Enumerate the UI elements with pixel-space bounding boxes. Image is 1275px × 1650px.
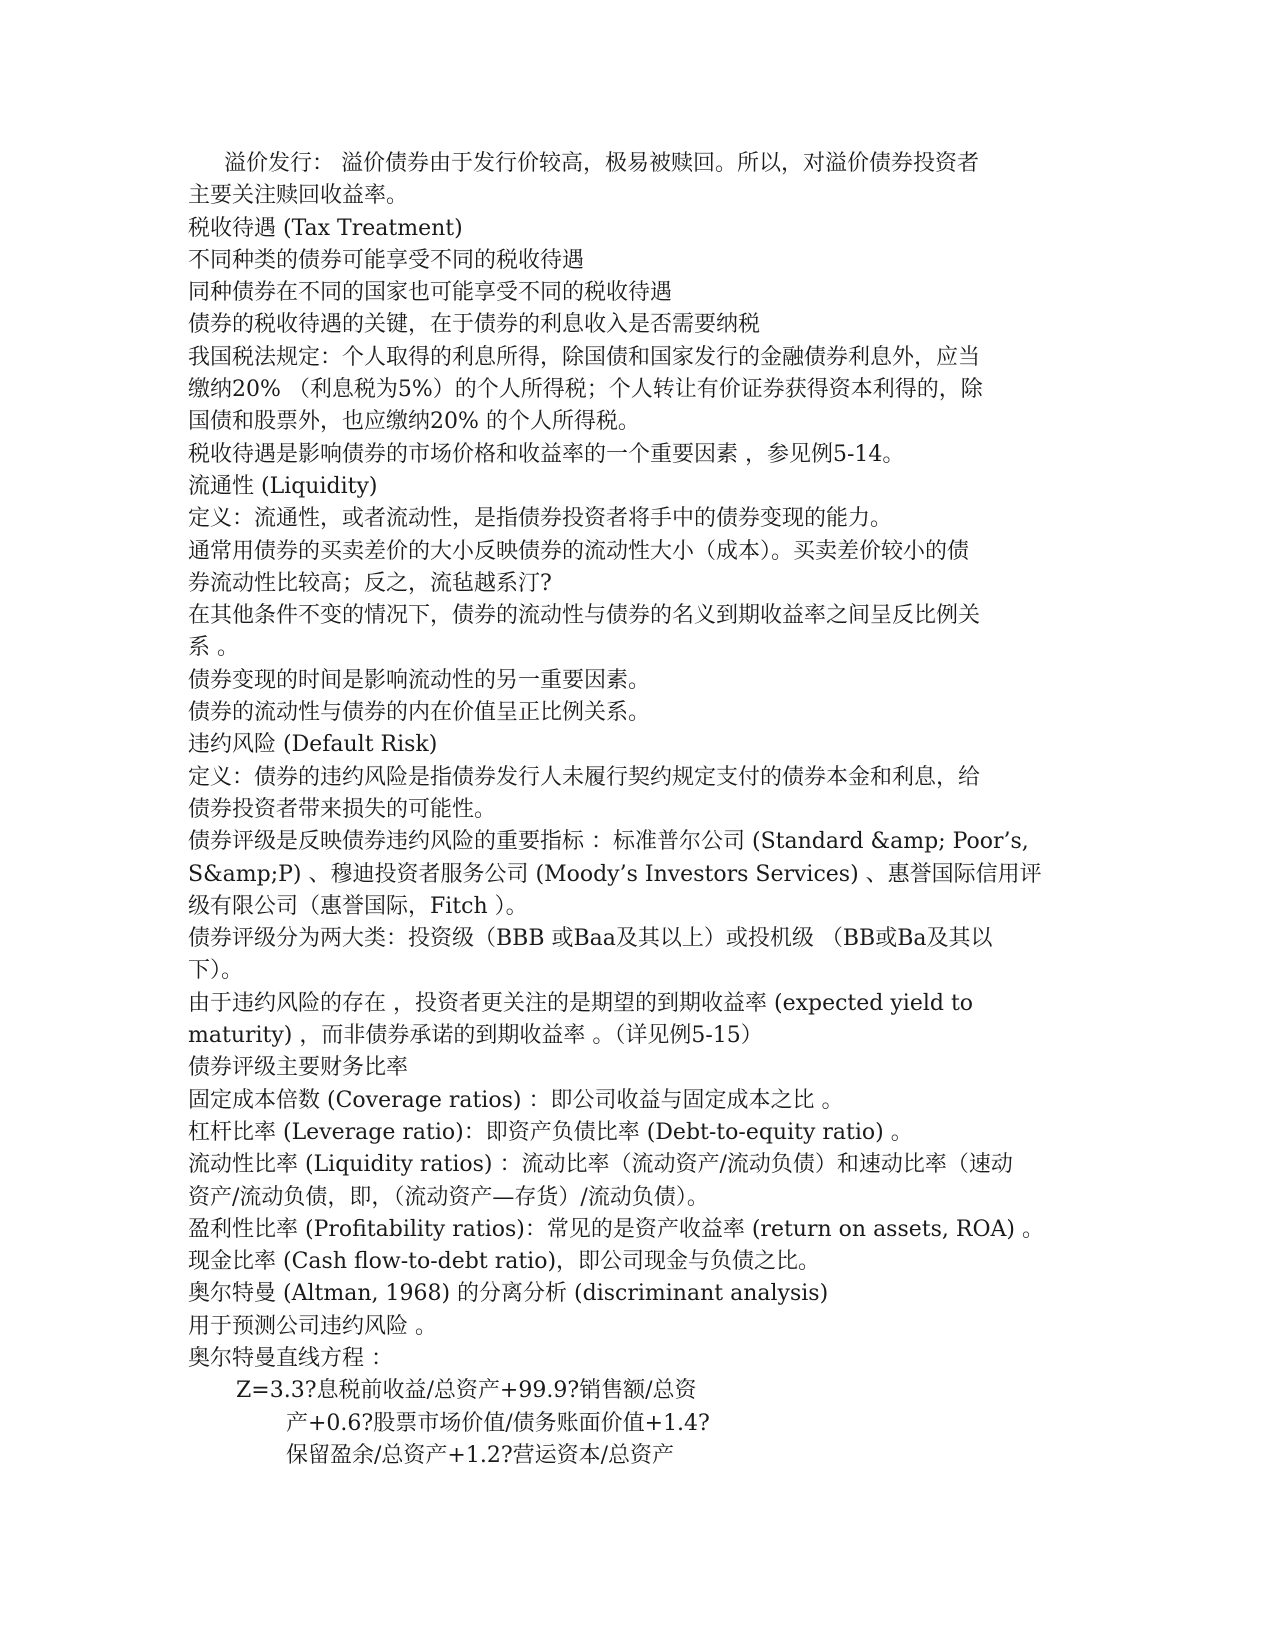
paragraph-line: 券流动性比较高；反之，流毡越系汀? (188, 570, 552, 596)
paragraph-line: 用于预测公司违约风险 。 (188, 1313, 437, 1339)
paragraph-line: 定义：债券的违约风险是指债券发行人未履行契约规定支付的债券本金和利息，给 (188, 764, 981, 790)
paragraph-line: 债券的税收待遇的关键，在于债券的利息收入是否需要纳税 (188, 312, 761, 338)
paragraph-line: 流动性比率 (Liquidity ratios) ：流动比率（流动资产/流动负债）和速动比率（速动 (188, 1152, 1013, 1178)
paragraph-line: 资产/流动负债，即，（流动资产—存货）/流动负债）。 (188, 1184, 709, 1210)
paragraph-line: 盈利性比率 (Profitability ratios)：常见的是资产收益率 (return on assets, ROA) 。 (188, 1216, 1044, 1242)
paragraph-line: 债券投资者带来损失的可能性。 (188, 796, 497, 822)
paragraph-line: 国债和股票外，也应缴纳20% 的个人所得税。 (188, 409, 640, 435)
formula-line: Z=3.3?息税前收益/总资产+99.9?销售额/总资 (236, 1378, 697, 1404)
paragraph-line: S&amp;P) 、穆迪投资者服务公司 (Moody’s Investors Services) 、惠誉国际信用评 (188, 861, 1042, 887)
paragraph-line: 下）。 (188, 958, 244, 984)
document-body (188, 148, 1088, 1472)
paragraph-line: 债券评级分为两大类：投资级（BBB 或Baa及其以上）或投机级 （BB或Ba及其以 (188, 926, 993, 952)
formula-line: 产+0.6?股票市场价值/债务账面价值+1.4? (286, 1410, 710, 1436)
section-heading: 税收待遇 (Tax Treatment) (188, 215, 463, 241)
paragraph-line: 同种债券在不同的国家也可能享受不同的税收待遇 (188, 280, 673, 306)
paragraph-line: 我国税法规定：个人取得的利息所得，除国债和国家发行的金融债券利息外，应当 (188, 344, 981, 370)
formula-line: 保留盈余/总资产+1.2?营运资本/总资产 (286, 1442, 675, 1468)
paragraph-line: 缴纳20% （利息税为5%）的个人所得税；个人转让有价证券获得资本利得的，除 (188, 377, 983, 403)
paragraph-line: 不同种类的债券可能享受不同的税收待遇 (188, 247, 585, 273)
paragraph-line: 溢价发行： 溢价债券由于发行价较高，极易被赎回。所以，对溢价债券投资者 (224, 151, 979, 176)
section-heading: 流通性 (Liquidity) (188, 473, 378, 499)
paragraph-line: 债券评级是反映债券违约风险的重要指标 ：标准普尔公司 (Standard &amp; Poor’s, (188, 829, 1029, 855)
paragraph-line: 杠杆比率 (Leverage ratio)：即资产负债比率 (Debt-to-equity ratio) 。 (188, 1119, 913, 1145)
paragraph-line: 级有限公司（惠誉国际，Fitch ）。 (188, 893, 528, 919)
section-heading: 债券评级主要财务比率 (188, 1055, 409, 1081)
paragraph-line: 债券的流动性与债券的内在价值呈正比例关系。 (188, 700, 651, 726)
paragraph-line: 债券变现的时间是影响流动性的另一重要因素。 (188, 667, 651, 693)
paragraph-line: 奥尔特曼直线方程 ： (188, 1345, 393, 1371)
paragraph-line: 奥尔特曼 (Altman, 1968) 的分离分析 (discriminant analysis) (188, 1281, 829, 1307)
paragraph-line: 现金比率 (Cash flow-to-debt ratio)，即公司现金与负债之比。 (188, 1249, 821, 1275)
paragraph-line: 在其他条件不变的情况下，债券的流动性与债券的名义到期收益率之间呈反比例关 (188, 603, 981, 629)
paragraph-line: 系 。 (188, 635, 239, 661)
paragraph-line: 通常用债券的买卖差价的大小反映债券的流动性大小（成本）。买卖差价较小的债 (188, 538, 970, 564)
paragraph-line: 固定成本倍数 (Coverage ratios) ：即公司收益与固定成本之比 。 (188, 1087, 844, 1113)
paragraph-line: 由于违约风险的存在 ，投资者更关注的是期望的到期收益率 (expected yield to (188, 990, 974, 1016)
section-heading: 违约风险 (Default Risk) (188, 732, 438, 758)
paragraph-line: 税收待遇是影响债券的市场价格和收益率的一个重要因素 ，参见例5-14。 (188, 441, 905, 467)
paragraph-line: maturity) ，而非债券承诺的到期收益率 。（详见例5-15） (188, 1023, 763, 1049)
paragraph-line: 定义：流通性，或者流动性，是指债券投资者将手中的债券变现的能力。 (188, 506, 893, 532)
paragraph-line: 主要关注赎回收益率。 (188, 183, 409, 209)
